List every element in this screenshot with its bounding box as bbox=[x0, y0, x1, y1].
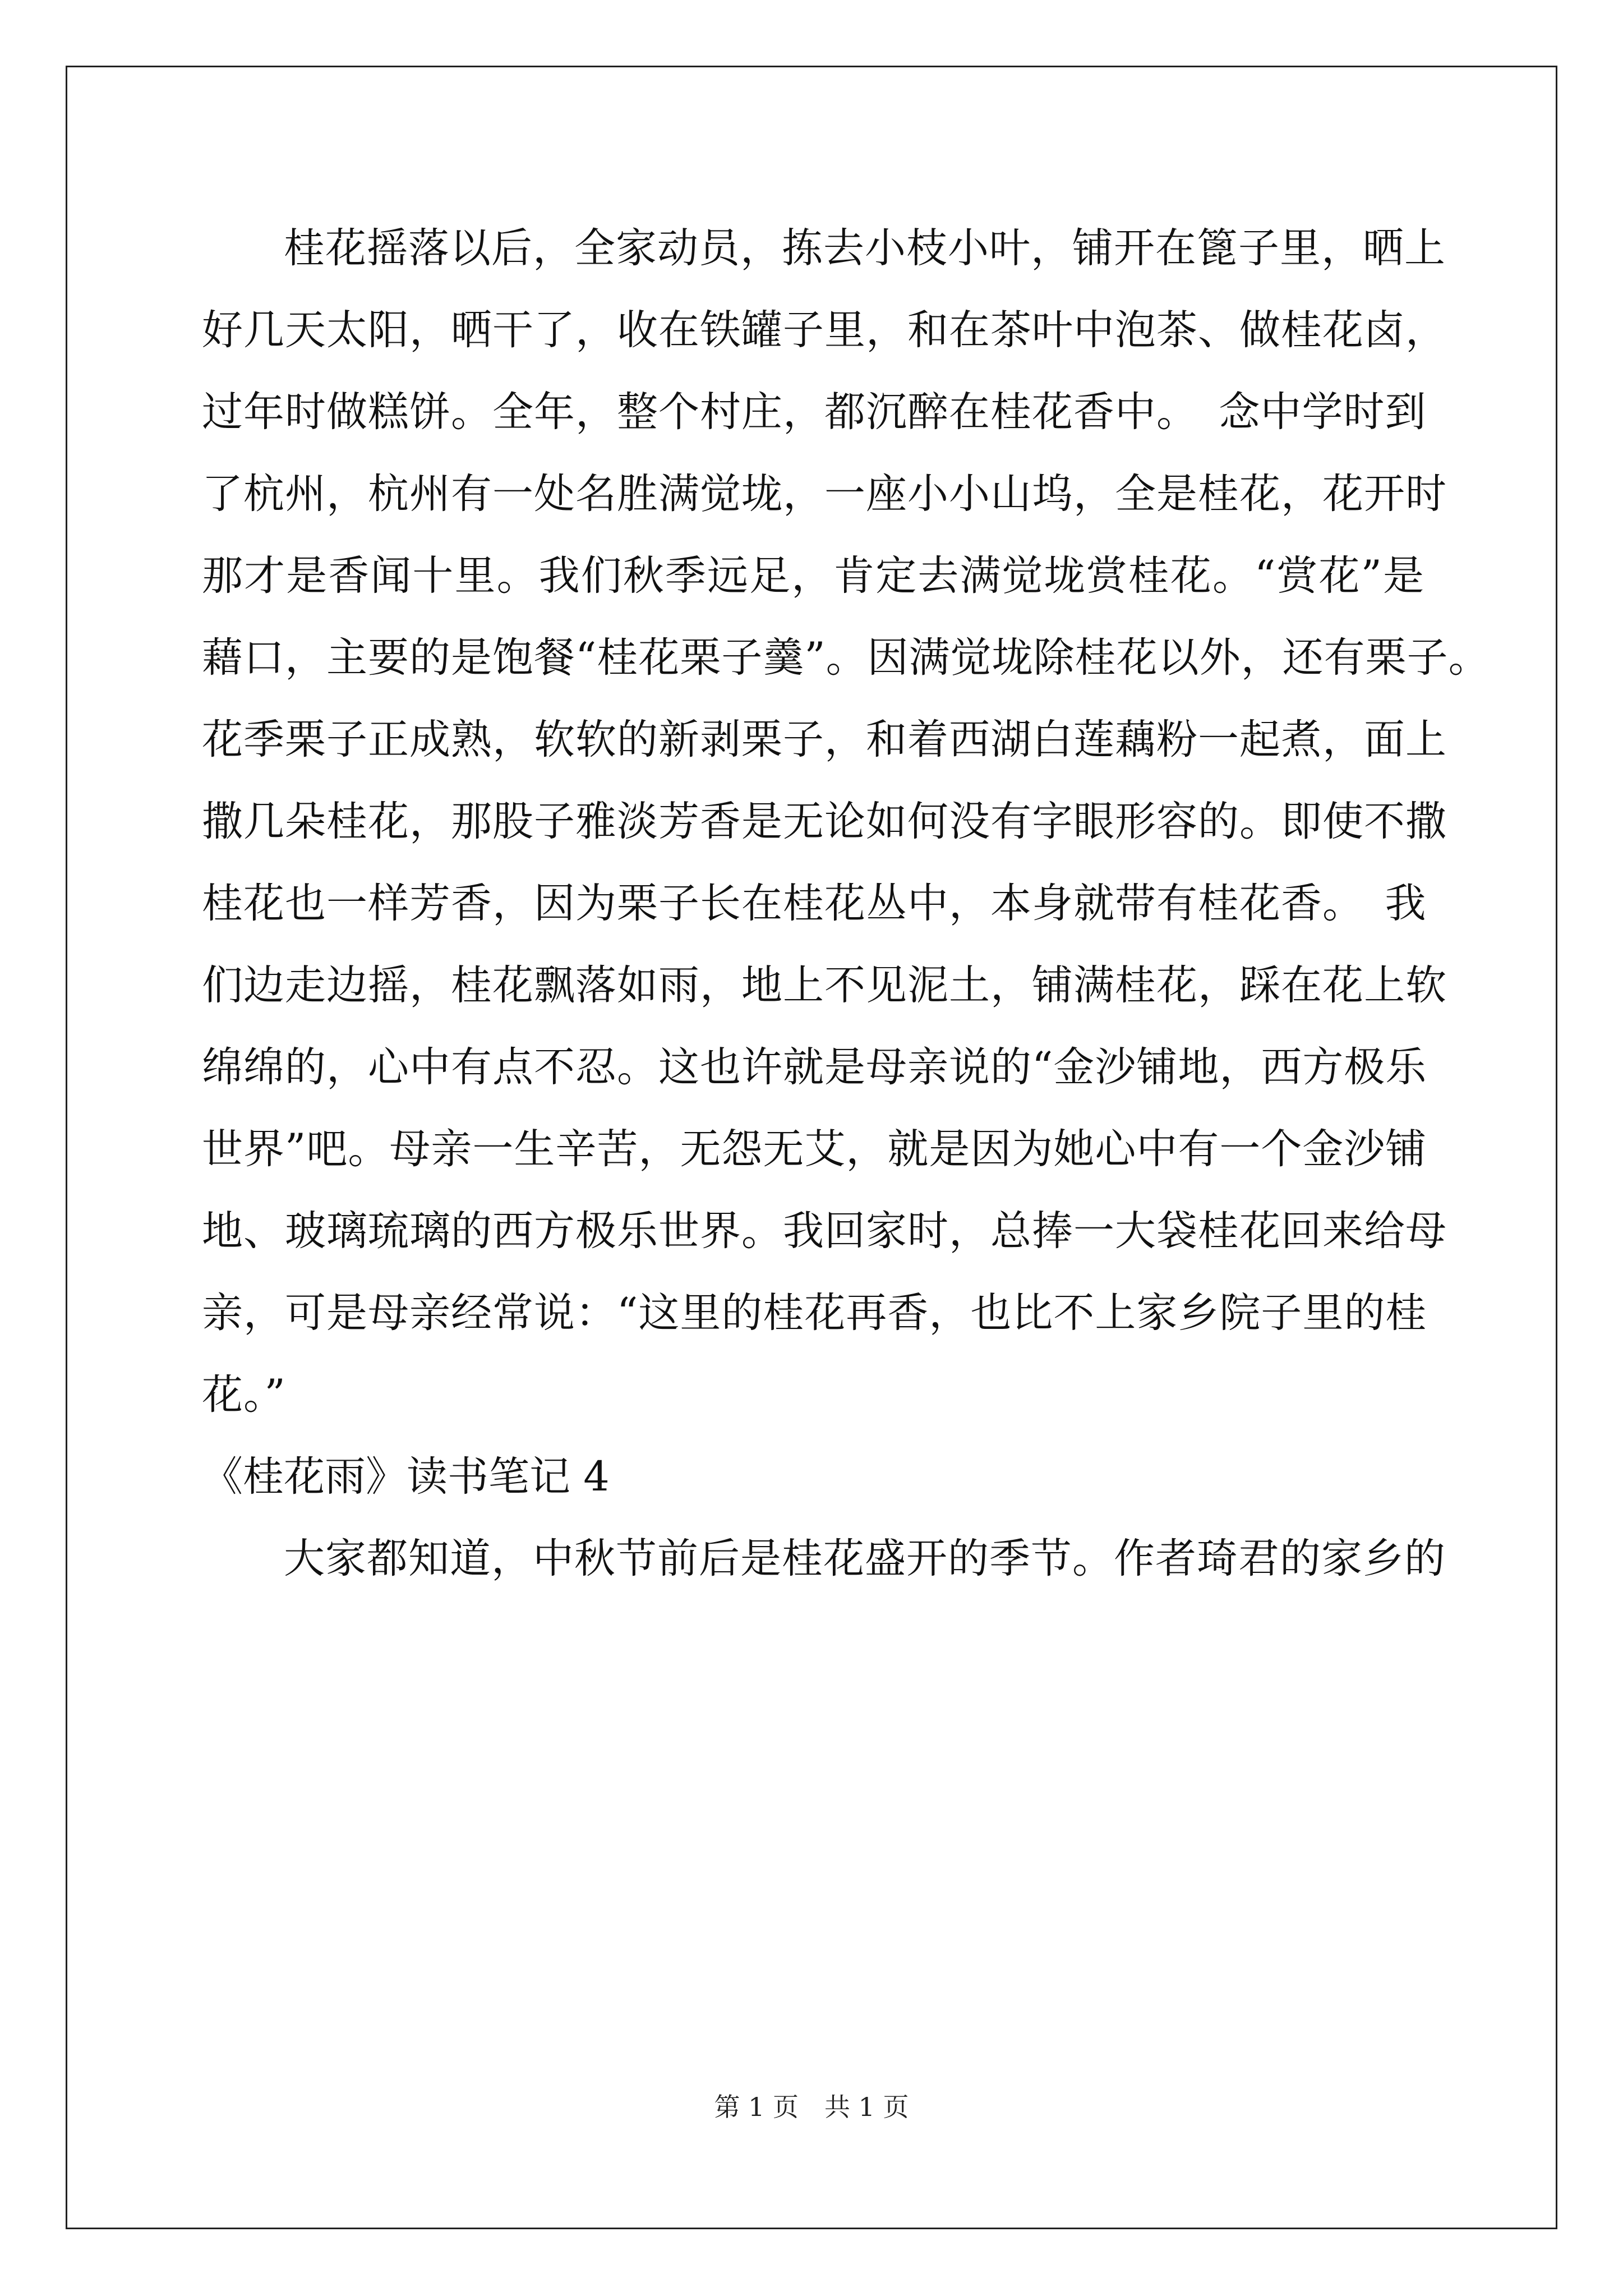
paragraph-line: 们边走边摇，桂花飘落如雨，地上不见泥土，铺满桂花，踩在花上软 bbox=[202, 961, 1447, 1009]
paragraph-line: 那才是香闻十里。我们秋季远足，肯定去满觉垅赏桂花。“赏花”是 bbox=[202, 552, 1424, 600]
paragraph-line: 桂花摇落以后，全家动员，拣去小枝小叶，铺开在篦子里，晒上 bbox=[284, 224, 1446, 272]
paragraph-line: 地、玻璃琉璃的西方极乐世界。我回家时，总捧一大袋桂花回来给母 bbox=[202, 1207, 1447, 1255]
document-body bbox=[202, 208, 1490, 1600]
paragraph-line: 好几天太阳，晒干了，收在铁罐子里，和在茶叶中泡茶、做桂花卤， bbox=[202, 306, 1447, 354]
paragraph-line: 花。” bbox=[202, 1371, 286, 1419]
paragraph-line: 藉口，主要的是饱餐“桂花栗子羹”。因满觉垅除桂花以外，还有栗子。 bbox=[202, 634, 1490, 682]
paragraph-line: 花季栗子正成熟，软软的新剥栗子，和着西湖白莲藕粉一起煮，面上 bbox=[202, 716, 1447, 763]
paragraph-line: 撒几朵桂花，那股子雅淡芳香是无论如何没有字眼形容的。即使不撒 bbox=[202, 798, 1447, 845]
paragraph-line: 过年时做糕饼。全年，整个村庄，都沉醉在桂花香中。 念中学时到 bbox=[202, 388, 1427, 436]
paragraph-line: 绵绵的，心中有点不忍。这也许就是母亲说的“金沙铺地，西方极乐 bbox=[202, 1043, 1427, 1091]
paragraph-line: 大家都知道，中秋节前后是桂花盛开的季节。作者琦君的家乡的 bbox=[284, 1535, 1446, 1582]
page-number-footer: 第 1 页 共 1 页 bbox=[714, 2092, 909, 2122]
paragraph-line: 了杭州，杭州有一处名胜满觉垅，一座小小山坞，全是桂花，花开时 bbox=[202, 470, 1447, 518]
paragraph-line: 桂花也一样芳香，因为栗子长在桂花丛中，本身就带有桂花香。 我 bbox=[202, 880, 1427, 927]
paragraph-line: 世界”吧。母亲一生辛苦，无怨无艾，就是因为她心中有一个金沙铺 bbox=[202, 1125, 1427, 1173]
paragraph-line: 亲，可是母亲经常说：“这里的桂花再香，也比不上家乡院子里的桂 bbox=[202, 1289, 1427, 1337]
section-heading: 《桂花雨》读书笔记 4 bbox=[202, 1453, 610, 1501]
